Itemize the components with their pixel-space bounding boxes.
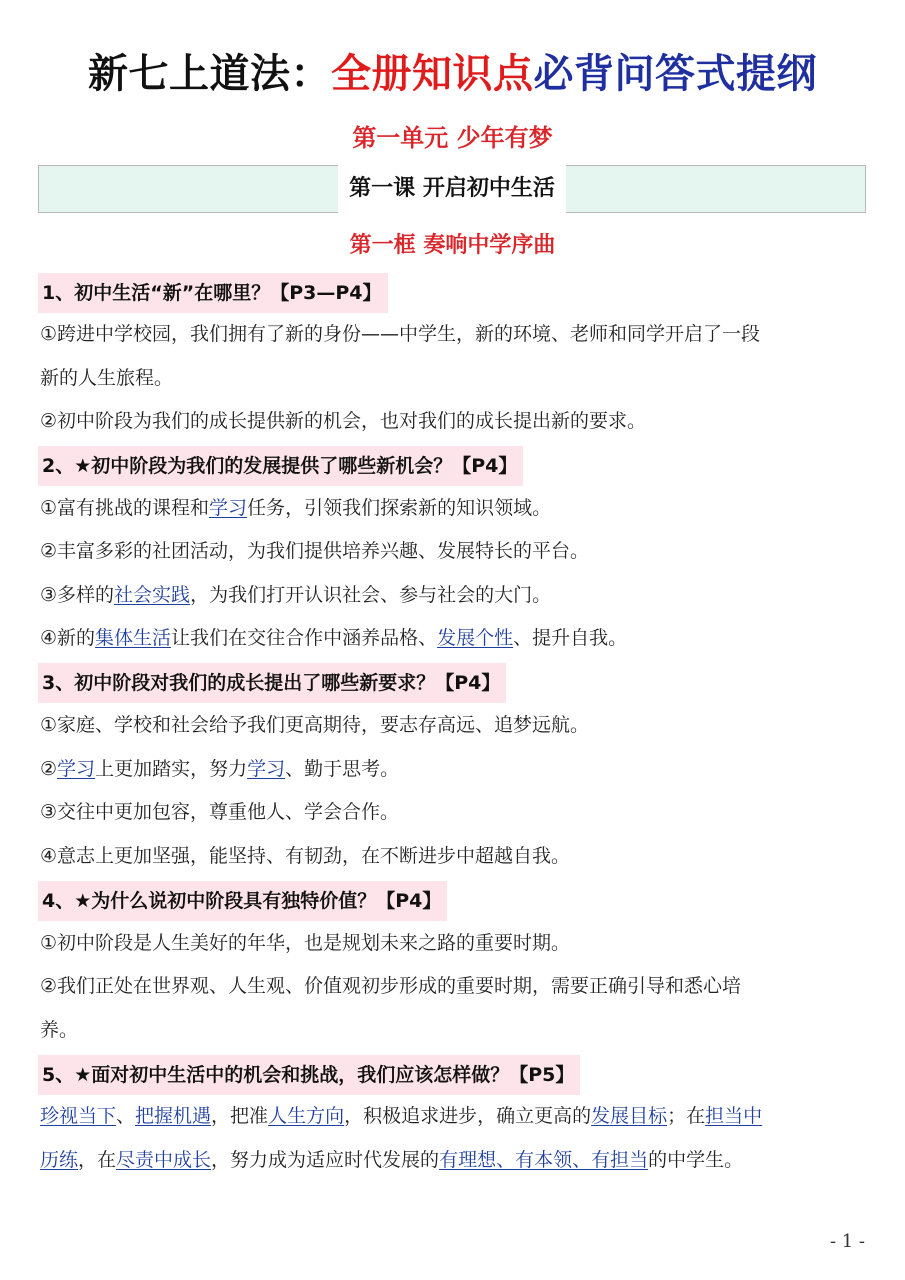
q3-answer-2 <box>40 755 399 783</box>
q1-answer-2: ②初中阶段为我们的成长提供新的机会，也对我们的成长提出新的要求。 <box>40 410 647 432</box>
q2-answer-2: ②丰富多彩的社团活动，为我们提供培养兴趣、发展特长的平台。 <box>40 540 590 562</box>
underlined-term: 历练 <box>40 1149 79 1171</box>
underlined-term: 尽责中成长 <box>116 1149 212 1171</box>
text-run: 、 <box>116 1105 136 1127</box>
text-run: ② <box>40 758 58 780</box>
text-run: ③多样的 <box>40 584 115 606</box>
underlined-term: 人生方向 <box>268 1105 345 1127</box>
underlined-term: 发展个性 <box>437 627 514 649</box>
underlined-term: 学习 <box>247 758 286 780</box>
text-run: 、勤于思考。 <box>285 758 400 780</box>
text-run: ，在 <box>78 1149 117 1171</box>
text-run: ，积极追求进步，确立更高的 <box>344 1105 592 1127</box>
q1-answer-1-line-2: 新的人生旅程。 <box>40 367 174 389</box>
text-run: 任务，引领我们探索新的知识领域。 <box>247 497 552 519</box>
q1-answer-1-line-1: ①跨进中学校园，我们拥有了新的身份——中学生，新的环境、老师和同学开启了一段 <box>40 323 761 345</box>
text-run: ；在 <box>667 1105 706 1127</box>
underlined-term: 珍视当下 <box>40 1105 117 1127</box>
underlined-term: 发展目标 <box>591 1105 668 1127</box>
section-heading: 第一框 奏响中学序曲 <box>349 233 556 258</box>
text-run: ①富有挑战的课程和 <box>40 497 210 519</box>
text-run: 让我们在交往合作中涵养品格、 <box>171 627 438 649</box>
question-5-title: 5、★面对初中生活中的机会和挑战，我们应该怎样做？【P5】 <box>38 1055 580 1095</box>
text-run: ④新的 <box>40 627 96 649</box>
text-run: ，努力成为适应时代发展的 <box>211 1149 440 1171</box>
q2-answer-4 <box>40 624 627 652</box>
underlined-term: 学习 <box>57 758 96 780</box>
underlined-term: 把握机遇 <box>135 1105 212 1127</box>
unit-heading: 第一单元 少年有梦 <box>352 124 553 152</box>
question-4-title: 4、★为什么说初中阶段具有独特价值？【P4】 <box>38 881 447 921</box>
underlined-term: 担当中 <box>705 1105 763 1127</box>
q5-answer-line-1 <box>40 1102 762 1130</box>
q4-answer-2-line-1: ②我们正处在世界观、人生观、价值观初步形成的重要时期，需要正确引导和悉心培 <box>40 975 742 997</box>
page-number: - 1 - <box>829 1231 865 1252</box>
text-run: 的中学生。 <box>648 1149 744 1171</box>
text-run: 、提升自我。 <box>513 627 628 649</box>
title-part-blue: 必背问答式提纲 <box>533 50 817 97</box>
q2-answer-1 <box>40 494 551 522</box>
q4-answer-2-line-2: 养。 <box>40 1019 79 1041</box>
lesson-heading: 第一课 开启初中生活 <box>338 165 566 213</box>
title-part-red: 全册知识点 <box>331 50 534 97</box>
q2-answer-3 <box>40 581 551 609</box>
title-part-black: 新七上道法： <box>88 50 331 97</box>
q3-answer-4: ④意志上更加坚强，能坚持、有韧劲，在不断进步中超越自我。 <box>40 845 571 867</box>
underlined-term: 学习 <box>209 497 248 519</box>
underlined-term: 有理想、有本领、有担当 <box>439 1149 649 1171</box>
question-3-title: 3、初中阶段对我们的成长提出了哪些新要求？【P4】 <box>38 663 506 703</box>
text-run: ，把准 <box>211 1105 269 1127</box>
underlined-term: 社会实践 <box>114 584 191 606</box>
question-1-title: 1、初中生活“新”在哪里？【P3—P4】 <box>38 273 388 313</box>
text-run: 上更加踏实，努力 <box>95 758 248 780</box>
q3-answer-3: ③交往中更加包容，尊重他人、学会合作。 <box>40 801 400 823</box>
q5-answer-line-2 <box>40 1146 743 1174</box>
q3-answer-1: ①家庭、学校和社会给予我们更高期待，要志存高远、追梦远航。 <box>40 714 590 736</box>
q4-answer-1: ①初中阶段是人生美好的年华，也是规划未来之路的重要时期。 <box>40 932 571 954</box>
page-title <box>0 46 905 102</box>
underlined-term: 集体生活 <box>95 627 172 649</box>
text-run: ，为我们打开认识社会、参与社会的大门。 <box>190 584 552 606</box>
question-2-title: 2、★初中阶段为我们的发展提供了哪些新机会？【P4】 <box>38 446 523 486</box>
